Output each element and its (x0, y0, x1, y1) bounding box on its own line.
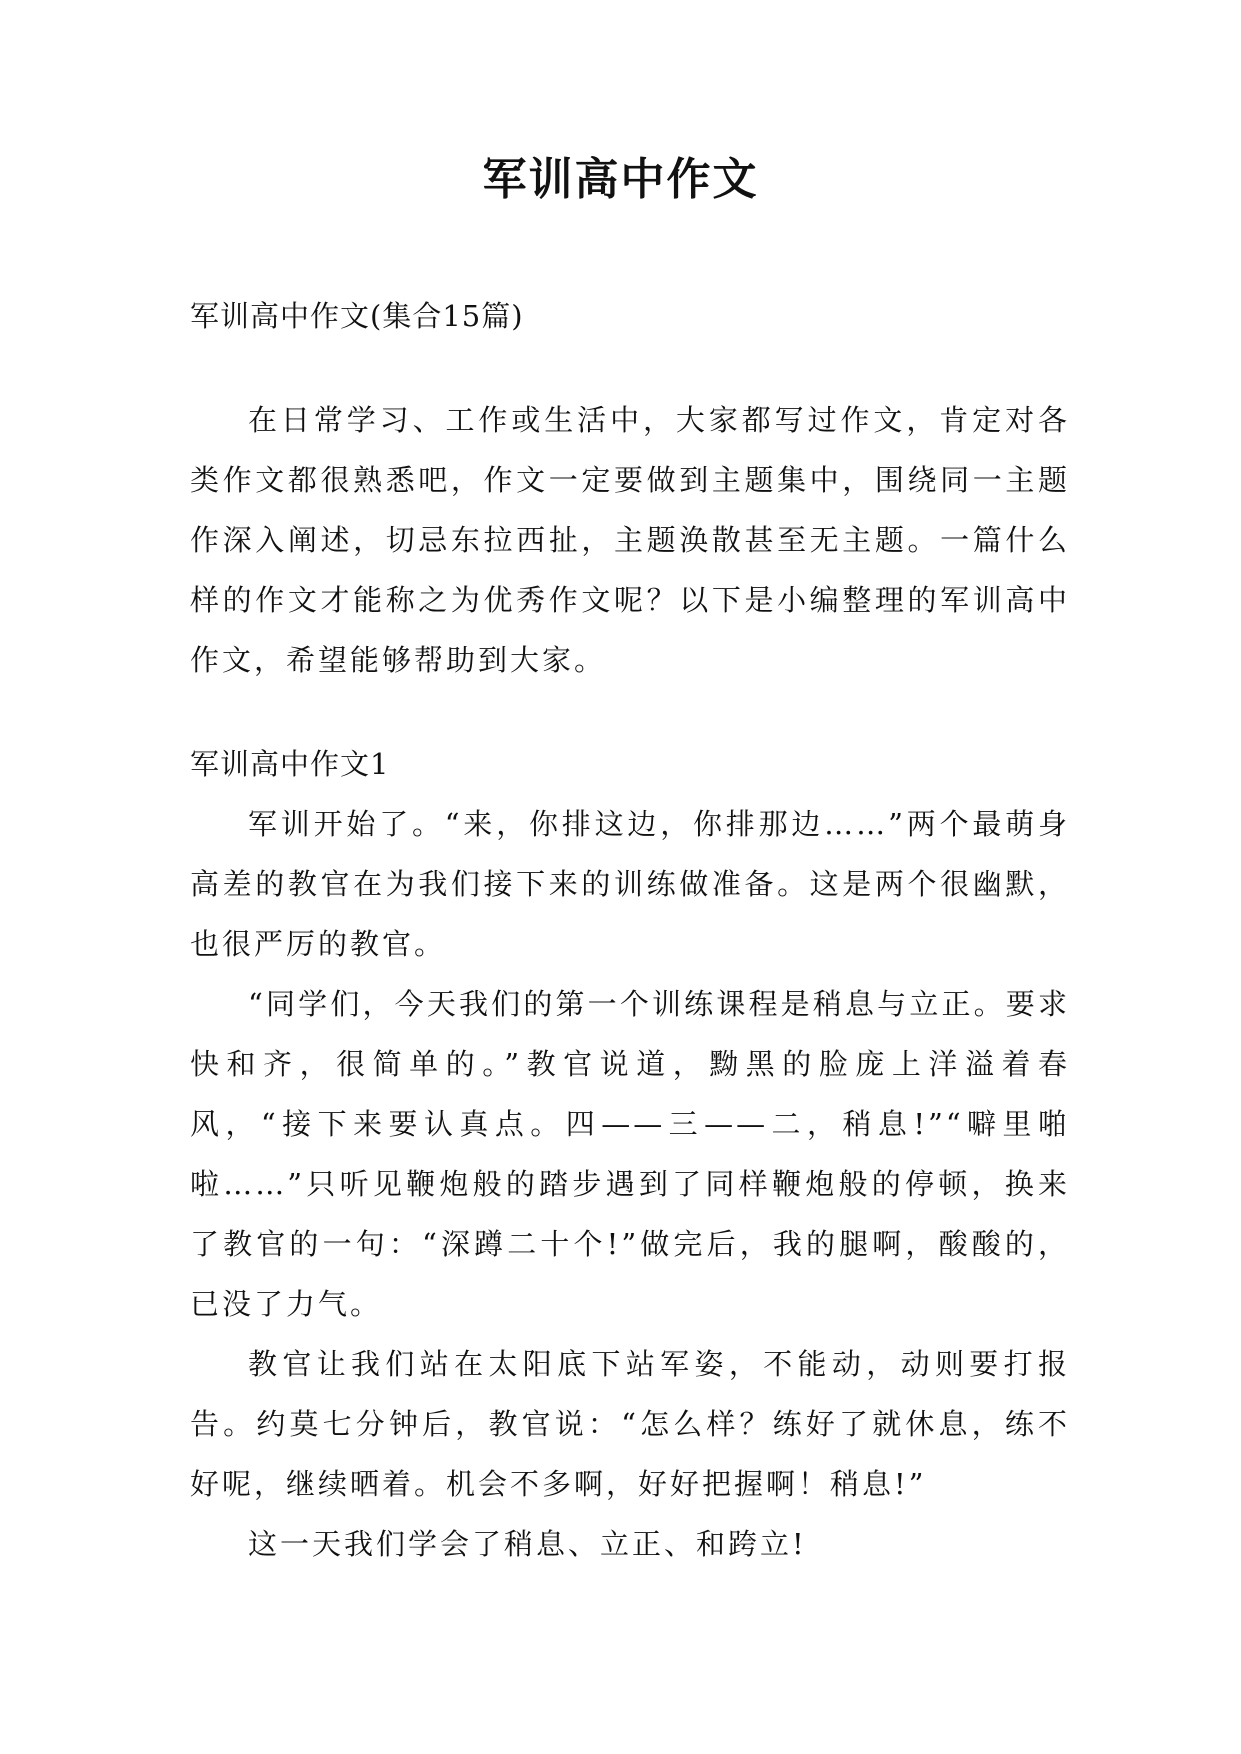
body-paragraph-2: “同学们，今天我们的第一个训练课程是稍息与立正。要求快和齐，很简单的。”教官说道，黝黑的脸庞上洋溢着春风，“接下来要认真点。四——三——二，稍息!”“噼里啪啦……”只听见鞭炮般的踏步遇到了同样鞭炮般的停顿，换来了教官的一句：“深蹲二十个!”做完后，我的腿啊，酸酸的，已没了力气。 (190, 987, 1070, 1321)
document-title: 军训高中作文 (482, 154, 759, 205)
body-paragraph-1: 军训开始了。“来，你排这边，你排那边……”两个最萌身高差的教官在为我们接下来的训练做准备。这是两个很幽默，也很严厉的教官。 (190, 807, 1070, 961)
intro-paragraph: 在日常学习、工作或生活中，大家都写过作文，肯定对各类作文都很熟悉吧，作文一定要做到主题集中，围绕同一主题作深入阐述，切忌东拉西扯，主题涣散甚至无主题。一篇什么样的作文才能称之为优秀作文呢？以下是小编整理的军训高中作文，希望能够帮助到大家。 (190, 403, 1070, 677)
body-paragraph-4: 这一天我们学会了稍息、立正、和跨立! (248, 1527, 807, 1561)
document-body (190, 286, 1070, 1574)
section-heading: 军训高中作文1 (190, 747, 390, 781)
body-paragraph-3: 教官让我们站在太阳底下站军姿，不能动，动则要打报告。约莫七分钟后，教官说：“怎么样？练好了就休息，练不好呢，继续晒着。机会不多啊，好好把握啊！稍息!” (190, 1347, 1070, 1501)
document-subtitle: 军训高中作文(集合15篇) (190, 299, 524, 333)
